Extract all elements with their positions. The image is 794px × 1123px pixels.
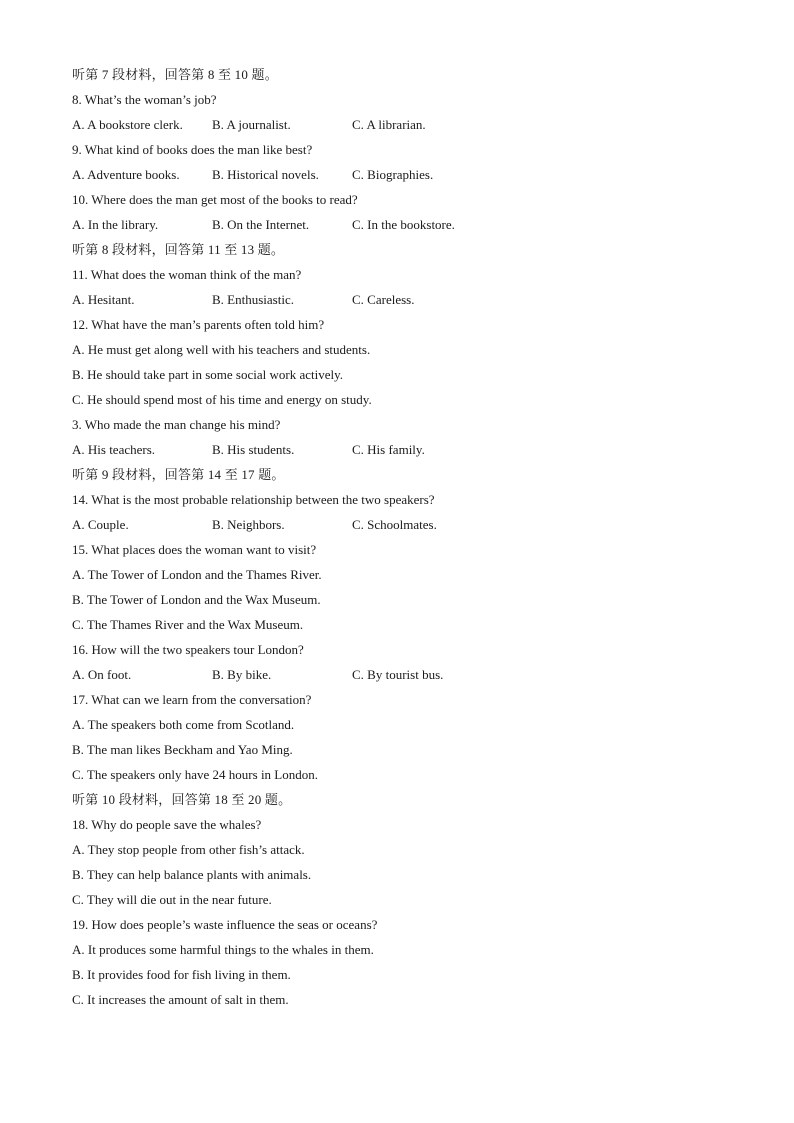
answer-option: A. It produces some harmful things to the whales in them. xyxy=(72,942,374,957)
answer-option: A. He must get along well with his teachers and students. xyxy=(72,342,371,357)
answer-option: C. He should spend most of his time and energy on study. xyxy=(72,392,372,407)
answer-option: A. They stop people from other fish’s attack. xyxy=(72,842,305,857)
answer-option-c: C. His family. xyxy=(352,442,425,457)
answer-option-c: C. In the bookstore. xyxy=(352,217,455,232)
answer-option-c: C. Careless. xyxy=(352,292,415,307)
question-text: 3. Who made the man change his mind? xyxy=(72,417,281,432)
answer-option-a: A. His teachers. xyxy=(72,442,156,457)
answer-option: C. It increases the amount of salt in them. xyxy=(72,992,289,1007)
answer-option-a: A. Hesitant. xyxy=(72,292,135,307)
section-header: 听第 8 段材料，回答第 11 至 13 题。 xyxy=(72,242,285,257)
answer-option: A. The Tower of London and the Thames River. xyxy=(72,567,322,582)
answer-option-c: C. By tourist bus. xyxy=(352,667,444,682)
answer-option-a: A. Couple. xyxy=(72,517,129,532)
question-text: 10. Where does the man get most of the books to read? xyxy=(72,192,358,207)
answer-option-c: C. Biographies. xyxy=(352,167,434,182)
section-header: 听第 10 段材料，回答第 18 至 20 题。 xyxy=(72,792,292,807)
question-text: 14. What is the most probable relationship between the two speakers? xyxy=(72,492,435,507)
answer-option: B. The man likes Beckham and Yao Ming. xyxy=(72,742,293,757)
section-header: 听第 7 段材料，回答第 8 至 10 题。 xyxy=(72,67,278,82)
answer-options-row xyxy=(72,162,794,187)
question-text: 15. What places does the woman want to visit? xyxy=(72,542,317,557)
answer-options-row xyxy=(72,287,794,312)
answer-option-b: B. Historical novels. xyxy=(212,167,319,182)
answer-option-c: C. Schoolmates. xyxy=(352,517,437,532)
section-header: 听第 9 段材料，回答第 14 至 17 题。 xyxy=(72,467,285,482)
answer-option: C. The speakers only have 24 hours in London. xyxy=(72,767,318,782)
answer-option-a: A. Adventure books. xyxy=(72,167,180,182)
answer-option-b: B. A journalist. xyxy=(212,117,291,132)
question-text: 16. How will the two speakers tour London? xyxy=(72,642,304,657)
answer-options-row xyxy=(72,112,794,137)
answer-options-row xyxy=(72,212,794,237)
answer-option: B. They can help balance plants with animals. xyxy=(72,867,312,882)
answer-option: C. They will die out in the near future. xyxy=(72,892,272,907)
answer-option-a: A. On foot. xyxy=(72,667,132,682)
question-text: 8. What’s the woman’s job? xyxy=(72,92,217,107)
question-text: 11. What does the woman think of the man? xyxy=(72,267,302,282)
answer-option: B. It provides food for fish living in them. xyxy=(72,967,291,982)
answer-option-b: B. Enthusiastic. xyxy=(212,292,294,307)
question-text: 18. Why do people save the whales? xyxy=(72,817,262,832)
answer-option-b: B. Neighbors. xyxy=(212,517,285,532)
answer-options-row xyxy=(72,437,794,462)
answer-option: B. He should take part in some social work actively. xyxy=(72,367,344,382)
question-text: 17. What can we learn from the conversation? xyxy=(72,692,312,707)
answer-option: A. The speakers both come from Scotland. xyxy=(72,717,295,732)
answer-options-row xyxy=(72,662,794,687)
answer-option-c: C. A librarian. xyxy=(352,117,426,132)
answer-option-b: B. His students. xyxy=(212,442,295,457)
answer-option-a: A. In the library. xyxy=(72,217,159,232)
answer-option: C. The Thames River and the Wax Museum. xyxy=(72,617,304,632)
answer-option-a: A. A bookstore clerk. xyxy=(72,117,183,132)
question-text: 12. What have the man’s parents often told him? xyxy=(72,317,325,332)
question-text: 9. What kind of books does the man like best? xyxy=(72,142,313,157)
question-text: 19. How does people’s waste influence the seas or oceans? xyxy=(72,917,378,932)
answer-option-b: B. On the Internet. xyxy=(212,217,310,232)
answer-options-row xyxy=(72,512,794,537)
answer-option-b: B. By bike. xyxy=(212,667,272,682)
answer-option: B. The Tower of London and the Wax Museum. xyxy=(72,592,321,607)
